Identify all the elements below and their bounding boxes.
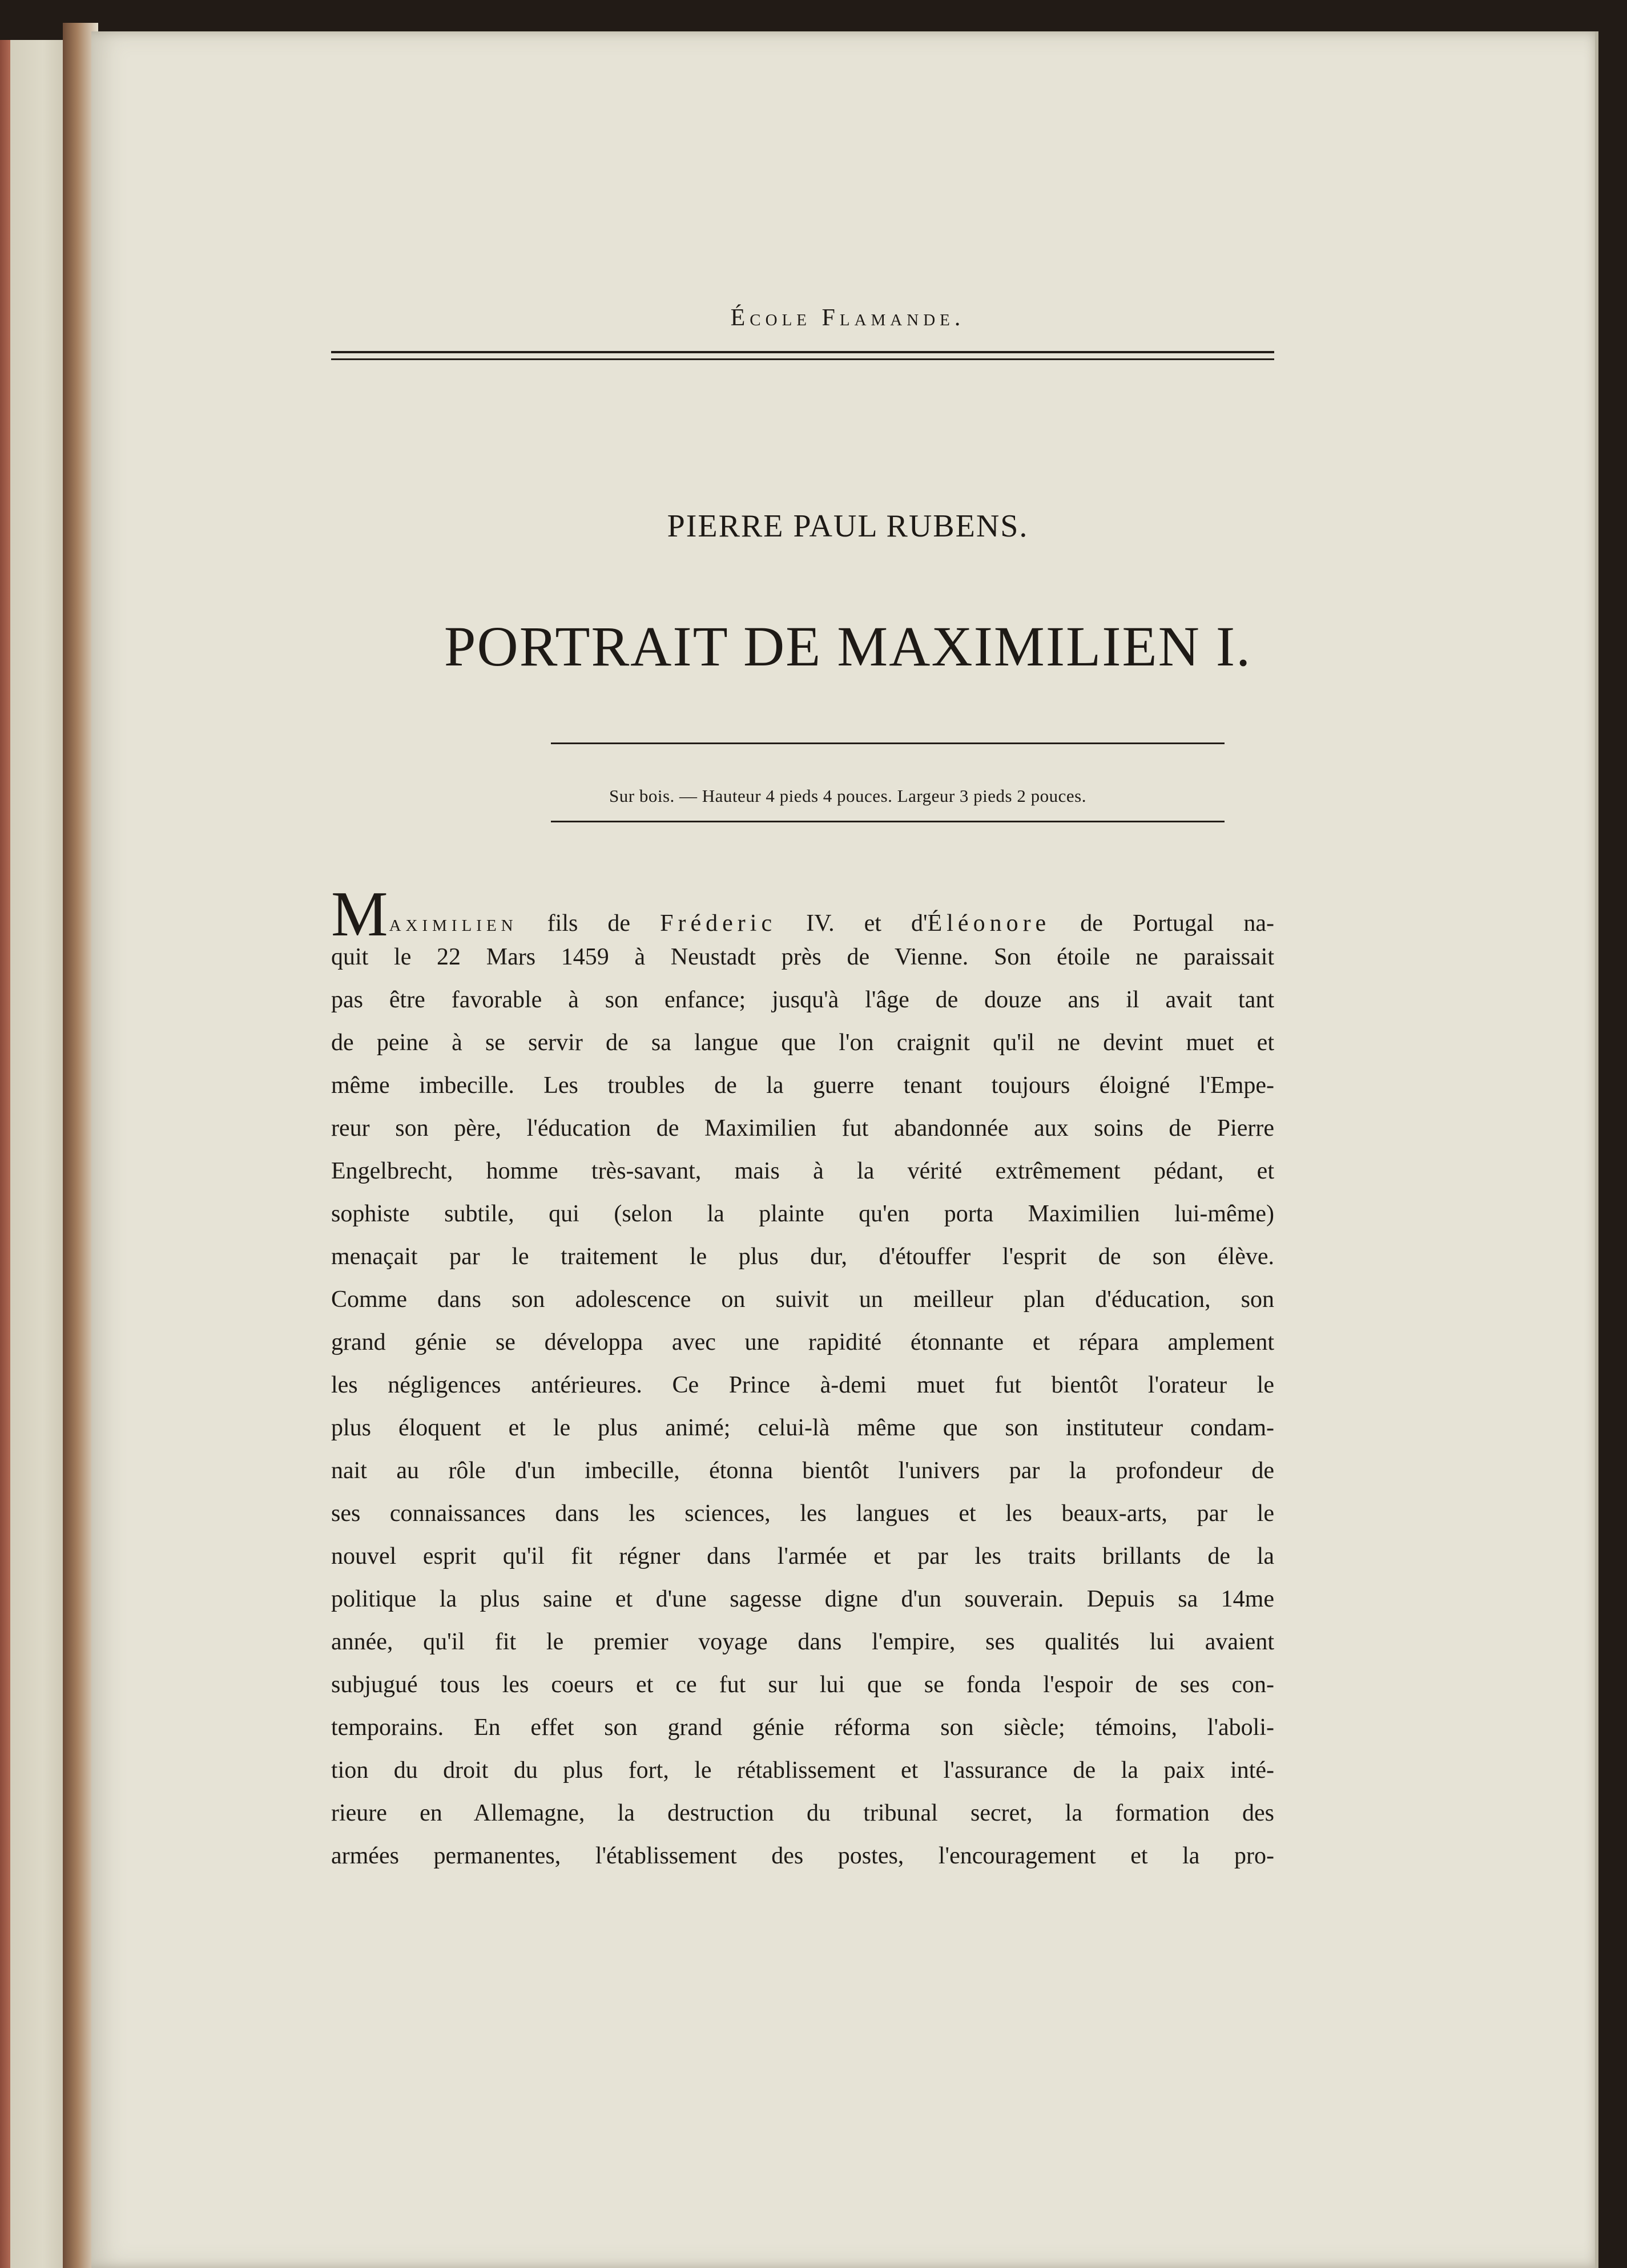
- body-line: même imbecille. Les troubles de la guerre tenant toujours éloigné l'Empe-: [331, 1072, 1274, 1099]
- body-line: ses connaissances dans les sciences, les langues et les beaux-arts, par le: [331, 1500, 1274, 1527]
- body-line: pas être favorable à son enfance; jusqu'à l'âge de douze ans il avait tant: [331, 987, 1274, 1013]
- facing-page-edge: [0, 40, 71, 2268]
- page-edge: [1595, 31, 1598, 2268]
- body-line: reur son père, l'éducation de Maximilien fut abandonnée aux soins de Pierre: [331, 1115, 1274, 1141]
- body-line: plus éloquent et le plus animé; celui-là même que son instituteur condam-: [331, 1415, 1274, 1441]
- text-fragment: de Portugal na-: [1050, 910, 1275, 937]
- artwork-title: PORTRAIT DE MAXIMILIEN I.: [444, 615, 1252, 678]
- body-line: grand génie se développa avec une rapidité étonnante et répara amplement: [331, 1329, 1274, 1355]
- body-line: nait au rôle d'un imbecille, étonna bientôt l'univers par la profondeur de: [331, 1458, 1274, 1484]
- body-line: de peine à se servir de sa langue que l'on craignit qu'il ne devint muet et: [331, 1030, 1274, 1056]
- body-line-first: [331, 879, 1275, 950]
- book-cover-edge: [0, 40, 10, 2268]
- body-line-last: armées permanentes, l'établissement des postes, l'encouragement et la pro-: [331, 1843, 1274, 1869]
- body-line: nouvel esprit qu'il fit régner dans l'armée et par les traits brillants de la: [331, 1543, 1274, 1569]
- book-page: [91, 31, 1598, 2268]
- father-name: Fréderic: [660, 910, 777, 937]
- body-line: subjugué tous les coeurs et ce fut sur lui que se fonda l'espoir de ses con-: [331, 1672, 1274, 1698]
- artist-name: PIERRE PAUL RUBENS.: [667, 509, 1029, 544]
- text-fragment: fils de: [517, 910, 661, 937]
- subject-name: aximilien: [389, 910, 518, 937]
- body-text: [331, 879, 1275, 1878]
- body-line: rieure en Allemagne, la destruction du tribunal secret, la formation des: [331, 1800, 1274, 1826]
- body-line: Comme dans son adolescence on suivit un meilleur plan d'éducation, son: [331, 1286, 1274, 1313]
- body-line: menaçait par le traitement le plus dur, d'étouffer l'esprit de son élève.: [331, 1244, 1274, 1270]
- drop-cap: M: [331, 879, 388, 950]
- body-line: temporains. En effet son grand génie réforma son siècle; témoins, l'aboli-: [331, 1714, 1274, 1741]
- text-fragment: IV. et d': [776, 910, 928, 937]
- body-line: les négligences antérieures. Ce Prince à-demi muet fut bientôt l'orateur le: [331, 1372, 1274, 1398]
- body-line: Engelbrecht, homme très-savant, mais à la vérité extrêmement pédant, et: [331, 1158, 1274, 1184]
- body-line: année, qu'il fit le premier voyage dans l'empire, ses qualités lui avaient: [331, 1629, 1274, 1655]
- dimensions-bottom-rule: [551, 821, 1225, 822]
- header-double-rule: [331, 351, 1274, 360]
- body-line: quit le 22 Mars 1459 à Neustadt près de Vienne. Son étoile ne paraissait: [331, 944, 1274, 970]
- body-line: sophiste subtile, qui (selon la plainte qu'en porta Maximilien lui-même): [331, 1201, 1274, 1227]
- body-line: politique la plus saine et d'une sagesse digne d'un souverain. Depuis sa 14me: [331, 1586, 1274, 1612]
- dimensions-top-rule: [551, 742, 1225, 744]
- body-line: tion du droit du plus fort, le rétablissement et l'assurance de la paix inté-: [331, 1757, 1274, 1783]
- school-heading: École Flamande.: [730, 305, 965, 331]
- mother-name: Éléonore: [927, 910, 1051, 937]
- dimensions-line: Sur bois. — Hauteur 4 pieds 4 pouces. Largeur 3 pieds 2 pouces.: [609, 786, 1086, 806]
